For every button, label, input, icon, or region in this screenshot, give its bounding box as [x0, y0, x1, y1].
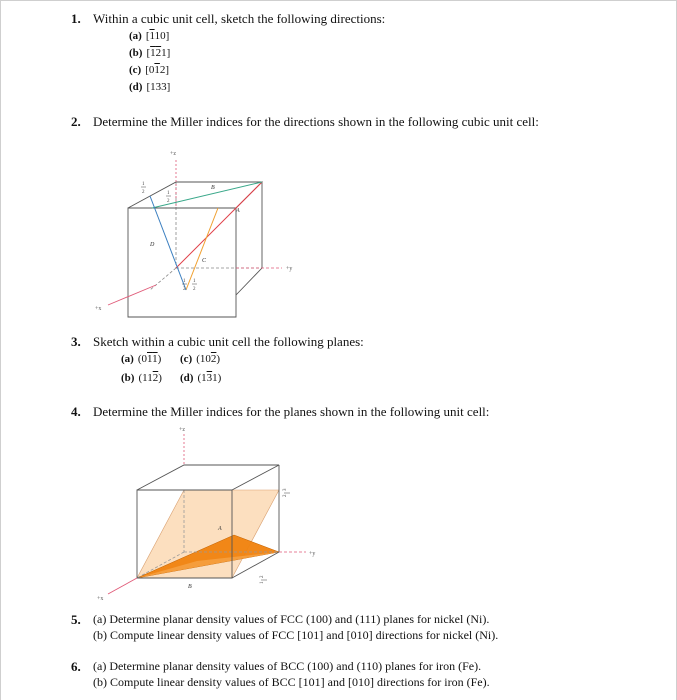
fraction-denominator: 2 [193, 287, 196, 292]
problem-6-number: 6. [71, 659, 81, 674]
problem-5-number: 5. [71, 612, 81, 627]
item-tag: (b) [129, 47, 143, 59]
fraction-denominator: 2 [260, 575, 265, 578]
problem-1-number: 1. [71, 11, 81, 26]
item-tag: (c) [129, 64, 142, 76]
problem-4-text: Determine the Miller indices for the planes shown in the following unit cell: [93, 404, 490, 419]
item-tag: (d) [180, 372, 194, 384]
fraction-numerator: 1 [183, 279, 186, 284]
problem-6-line-a: (a) Determine planar density values of BCC (100) and (110) planes for iron (Fe). [93, 659, 482, 673]
problem-1-item-d: (d) [133] [129, 81, 171, 93]
axis-z-label: +z [179, 427, 186, 433]
label-a: A [218, 526, 222, 532]
label-d: D [150, 242, 155, 248]
axis-y-label: +y [309, 551, 316, 557]
problem-2-text: Determine the Miller indices for the directions shown in the following cubic unit cell: [93, 114, 539, 129]
problem-5-line-b: (b) Compute linear density values of FCC [101] and [010] directions for nickel (Ni). [93, 628, 499, 642]
problem-6-line-b: (b) Compute linear density values of BCC [101] and [010] directions for iron (Fe). [93, 675, 490, 689]
label-a: A [236, 208, 240, 214]
axis-x-label: +x [95, 306, 102, 312]
fraction-numerator: 1 [142, 182, 145, 187]
fraction-denominator: 2 [142, 190, 145, 195]
fraction-denominator: 2 [183, 287, 186, 292]
problem-1-item-b: (b) [121] [129, 47, 171, 59]
problem-1-item-a: (a) [110] [129, 30, 170, 42]
problem-2-number: 2. [71, 114, 81, 129]
cube-top-edges [137, 465, 279, 490]
problem-1-item-c: (c) [012] [129, 64, 170, 76]
problem-1-text: Within a cubic unit cell, sketch the following directions: [93, 11, 386, 26]
item-tag: (c) [180, 353, 193, 365]
fraction-numerator: 1 [193, 279, 196, 284]
axis-y-label: +y [286, 266, 293, 272]
fraction-numerator: 2 [283, 494, 288, 497]
label-b: B [211, 185, 215, 191]
label-b: B [188, 584, 192, 590]
label-c: C [202, 258, 207, 264]
axis-z-label: +z [170, 151, 177, 157]
fraction-denominator: 3 [283, 488, 288, 491]
problem-3-item-d: (d) (131) [180, 372, 222, 384]
fraction-numerator: 1 [167, 191, 170, 196]
problem-3-item-b: (b) (112) [121, 372, 162, 384]
problem-5-line-a: (a) Determine planar density values of FCC (100) and (111) planes for nickel (Ni). [93, 612, 490, 626]
item-tag: (a) [129, 30, 142, 42]
problem-3-text: Sketch within a cubic unit cell the following planes: [93, 334, 364, 349]
item-tag: (d) [129, 81, 143, 93]
problem-4-number: 4. [71, 404, 81, 419]
item-tag: (b) [121, 372, 135, 384]
fraction-denominator: 2 [167, 199, 170, 204]
x-axis [108, 578, 137, 594]
problem-3-number: 3. [71, 334, 81, 349]
axis-x-label: +x [97, 596, 104, 602]
problem-3-item-a: (a) (011) [121, 353, 162, 365]
problem-3-item-c: (c) (102) [180, 353, 221, 365]
item-tag: (a) [121, 353, 134, 365]
fraction-numerator: 1 [260, 581, 265, 584]
